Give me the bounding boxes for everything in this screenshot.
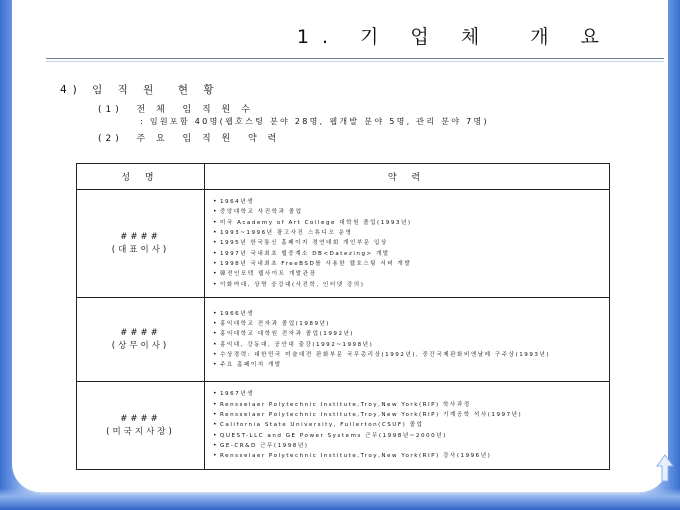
item-total-staff: (1) 전 체 임 직 원 수 — [98, 105, 254, 115]
career-table — [76, 163, 610, 470]
table-row — [77, 190, 610, 298]
career-cell — [205, 298, 610, 382]
arrow-up-icon[interactable] — [656, 454, 674, 482]
career-item: • 1997년 국내최초 웹중계소 DB<Datezing> 개발 — [213, 249, 603, 259]
career-item: • 1966년생 — [213, 309, 603, 319]
career-item: • 이화여대, 상명 숭강대(사진학, 인터넷 강의) — [213, 280, 603, 290]
career-list — [213, 197, 603, 290]
career-item: • 주요 홈페이지 개발 — [213, 360, 603, 370]
career-cell — [205, 382, 610, 470]
person-name: #### — [120, 231, 161, 242]
career-item: • 수상경력: 대한민국 미술대전 판화부문 국무총리상(1992년), 중간국제판화비엔날레 구주상(1993년) — [213, 350, 603, 360]
career-item: • 중앙대학교 사진학과 졸업 — [213, 207, 603, 217]
table-header-row — [77, 164, 610, 190]
career-list — [213, 309, 603, 371]
table-row — [77, 382, 610, 470]
career-item: • Rensselaer Polytechnic Institute,Troy,New York(RIP) 강사(1996년) — [213, 451, 603, 461]
career-item: • Rensselaer Polytechnic Institute,Troy,New York(RIP) 학사과정 — [213, 400, 603, 410]
person-name: #### — [120, 413, 161, 424]
table-row — [77, 298, 610, 382]
title-divider — [46, 58, 664, 59]
career-item: • 홍익대학교 대학원 전자과 졸업(1992년) — [213, 329, 603, 339]
career-item: • 1964년생 — [213, 197, 603, 207]
item-key-staff: (2) 주 요 임 직 원 약 력 — [98, 134, 281, 144]
person-title: (미국지사장) — [106, 426, 175, 437]
title-divider-secondary — [46, 61, 664, 62]
career-item: • 1998년 국내최초 FreeBSD를 사용한 웹호스팅 서버 개발 — [213, 259, 603, 269]
header-name: 성 명 — [77, 164, 205, 190]
person-cell — [77, 382, 205, 470]
career-item: • 홍익대, 강동대, 공안대 출강(1992~1998년) — [213, 340, 603, 350]
header-career: 약 력 — [205, 164, 610, 190]
career-item: • Rensselaer Polytechnic Institute,Troy,New York(RIP) 기계공학 석사(1997년) — [213, 410, 603, 420]
person-cell — [77, 190, 205, 298]
item-total-staff-detail: : 임원포함 40명(웹호스팅 분야 28명, 웹개발 분야 5명, 관리 분야 7명) — [140, 117, 489, 126]
career-item: • 韓전인포텍 웹사이트 개발관장 — [213, 269, 603, 279]
career-list — [213, 389, 603, 461]
career-item: • 1995년 한국통신 홈페이지 경연대회 개인부문 입상 — [213, 238, 603, 248]
career-item: • 홍익대학교 전자과 졸업(1989년) — [213, 319, 603, 329]
career-item: • California State University, Fullerton(CSUF) 졸업 — [213, 420, 603, 430]
career-item: • 1967년생 — [213, 389, 603, 399]
career-item: • QUEST-LLC and GE Power Systems 근무(1998년~2000년) — [213, 431, 603, 441]
person-name: #### — [120, 327, 161, 338]
career-cell — [205, 190, 610, 298]
section-heading: 4) 임 직 원 현 황 — [60, 84, 220, 96]
career-item: • 미국 Academy of Art College 대학원 졸업(1993년) — [213, 218, 603, 228]
person-title: (대표이사) — [111, 244, 170, 255]
person-cell — [77, 298, 205, 382]
page-title: 1. 기 업 체 개 요 — [296, 26, 612, 48]
person-title: (상무이사) — [111, 340, 170, 351]
career-item: • 1993~1996년 광고사진 스튜디오 운영 — [213, 228, 603, 238]
career-item: • GE-CR&D 근무(1998년) — [213, 441, 603, 451]
